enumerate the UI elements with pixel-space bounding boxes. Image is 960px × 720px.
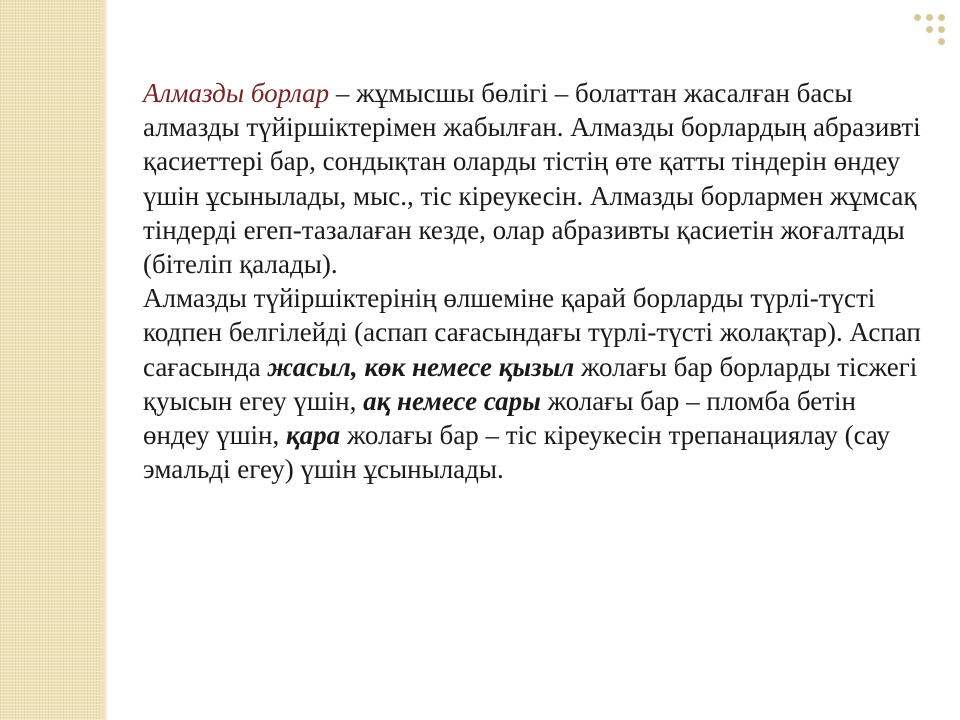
paragraph-color-coding	[143, 281, 928, 486]
colors-green-blue-red: жасыл, көк немесе қызыл	[267, 351, 575, 382]
decor-dot	[938, 14, 945, 21]
decor-dot	[914, 14, 921, 21]
side-strip-edge	[102, 0, 107, 720]
slide-body	[143, 76, 928, 486]
decorative-side-strip	[0, 0, 102, 720]
paragraph-1-text: – жұмысшы бөлігі – болаттан жасалған басы алмазды түйіршіктерімен жабылған. Алмазды борлардың абразивті қасиеттері бар, сондықтан оларды тістің өте қатты тіндерін өндеу үшін ұсынылады, мыс., тіс кіреукесін. Алмазды борлармен жұмсақ тіндерді егеп-тазалаған кезде, олар абразивты қасиетін жоғалтады (бітеліп қалады).	[143, 78, 921, 280]
decor-dot	[926, 14, 933, 21]
term-diamond-burs: Алмазды борлар	[143, 78, 330, 108]
decor-dot	[938, 26, 945, 33]
decor-dot	[938, 38, 945, 45]
color-black: қара	[286, 420, 341, 451]
paragraph-2-text-3: жолағы бар – тіс кіреукесін трепанациялау (сау эмальді егеу) үшін ұсынылады.	[143, 420, 891, 485]
paragraph-diamond-burs	[143, 76, 928, 281]
paragraph-2-text-2: жолағы бар – пломба бетін өндеу үшін,	[143, 385, 856, 451]
corner-dots-decoration	[890, 14, 946, 70]
decor-dot	[926, 26, 933, 33]
paragraph-2-text-1: жолағы бар борларды тісжегі қуысын егеу үшін,	[143, 351, 918, 416]
colors-white-yellow: ақ немесе сары	[363, 385, 541, 416]
paragraph-2-intro: Алмазды түйіршіктерінің өлшеміне қарай борларды түрлі-түсті кодпен белгілейді (аспап сағасындағы түрлі-түсті жолақтар). Аспап сағасында	[143, 283, 921, 382]
